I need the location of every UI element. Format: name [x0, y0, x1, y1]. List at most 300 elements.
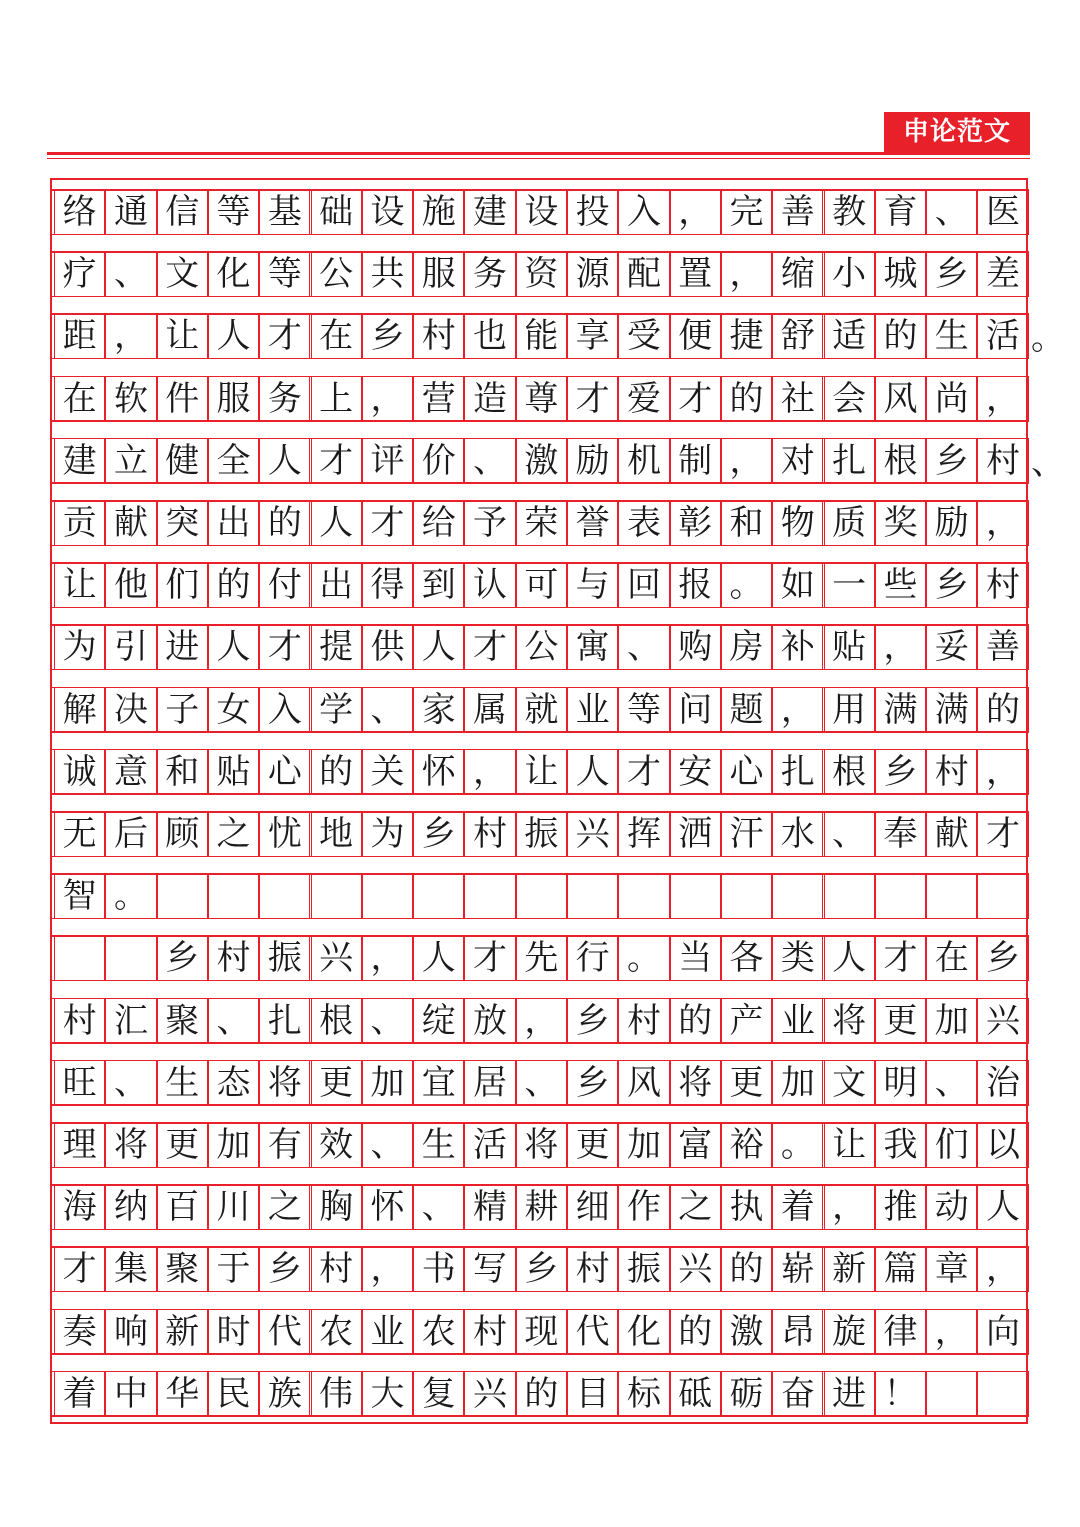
grid-cell: 昂	[772, 1309, 823, 1355]
grid-cell: 更	[875, 998, 926, 1044]
grid-cell	[157, 873, 208, 919]
grid-row	[52, 935, 1026, 981]
grid-cell: 的	[208, 562, 259, 608]
grid-cell: ，	[977, 376, 1028, 422]
grid-cell: 当	[670, 935, 721, 981]
grid-row	[52, 1122, 1026, 1168]
grid-cell: 、	[362, 1122, 413, 1168]
grid-cell: 些	[875, 562, 926, 608]
grid-cell: 才	[54, 1246, 105, 1292]
grid-cell: 以	[977, 1122, 1028, 1168]
grid-cell: 、	[105, 1060, 156, 1106]
grid-cell: ，	[721, 251, 772, 297]
grid-cell: 、	[464, 438, 515, 484]
grid-cell: 有	[259, 1122, 310, 1168]
grid-cell: 誉	[567, 500, 618, 546]
grid-cell: 健	[157, 438, 208, 484]
grid-cell: 聚	[157, 1246, 208, 1292]
grid-cell: 造	[464, 376, 515, 422]
grid-row	[52, 438, 1026, 484]
header-rule-thick	[47, 152, 1030, 155]
grid-cell: 中	[105, 1371, 156, 1417]
grid-cell: 城	[875, 251, 926, 297]
grid-cell: 才	[362, 500, 413, 546]
grid-cell: 将	[670, 1060, 721, 1106]
grid-cell: 全	[208, 438, 259, 484]
grid-cell: 挥	[618, 811, 669, 857]
grid-cell: 乡	[157, 935, 208, 981]
grid-cell: 置	[670, 251, 721, 297]
grid-cell: 人	[977, 1184, 1028, 1230]
grid-cell: 受	[618, 313, 669, 359]
grid-cell: 裕	[721, 1122, 772, 1168]
grid-cell	[721, 873, 772, 919]
grid-cell: 村	[464, 1309, 515, 1355]
grid-cell: 振	[618, 1246, 669, 1292]
grid-cell: 、	[926, 1060, 977, 1106]
grid-cell: 的	[670, 1309, 721, 1355]
grid-cell: 到	[413, 562, 464, 608]
grid-cell: 医	[977, 189, 1028, 235]
grid-cell: 村	[208, 935, 259, 981]
grid-cell: 疗	[54, 251, 105, 297]
grid-row	[52, 500, 1026, 546]
grid-cell	[977, 873, 1028, 919]
grid-cell: 兴	[311, 935, 362, 981]
grid-cell: 人	[259, 438, 310, 484]
grid-cell: 的	[670, 998, 721, 1044]
grid-cell: 推	[875, 1184, 926, 1230]
grid-cell: 扎	[824, 438, 875, 484]
grid-cell: 活	[464, 1122, 515, 1168]
grid-cell: 才	[464, 935, 515, 981]
grid-cell: 人	[208, 624, 259, 670]
grid-cell	[516, 873, 567, 919]
grid-cell: 兴	[464, 1371, 515, 1417]
grid-cell: 报	[670, 562, 721, 608]
grid-cell: 篇	[875, 1246, 926, 1292]
grid-cell: 律	[875, 1309, 926, 1355]
grid-cell: 决	[105, 687, 156, 733]
grid-cell: 放	[464, 998, 515, 1044]
grid-cell: 绽	[413, 998, 464, 1044]
grid-cell: 乡	[362, 313, 413, 359]
grid-cell: 才	[670, 376, 721, 422]
grid-cell: 入	[618, 189, 669, 235]
grid-cell: 之	[259, 1184, 310, 1230]
grid-cell: 共	[362, 251, 413, 297]
grid-cell: 捷	[721, 313, 772, 359]
grid-cell: ，	[362, 376, 413, 422]
grid-cell: 服	[208, 376, 259, 422]
grid-cell: 怀	[413, 749, 464, 795]
grid-cell: 营	[413, 376, 464, 422]
grid-cell: 海	[54, 1184, 105, 1230]
grid-cell: 让	[824, 1122, 875, 1168]
grid-cell: 文	[824, 1060, 875, 1106]
grid-cell: 软	[105, 376, 156, 422]
grid-cell: 激	[721, 1309, 772, 1355]
grid-cell: 扎	[772, 749, 823, 795]
grid-cell: 富	[670, 1122, 721, 1168]
grid-cell: 风	[618, 1060, 669, 1106]
grid-row	[52, 811, 1026, 857]
grid-cell: ，	[772, 687, 823, 733]
grid-row	[52, 998, 1026, 1044]
grid-cell: 加	[926, 998, 977, 1044]
grid-cell: 认	[464, 562, 515, 608]
grid-row	[52, 1309, 1026, 1355]
grid-cell: 于	[208, 1246, 259, 1292]
grid-cell: 满	[926, 687, 977, 733]
grid-cell: 投	[567, 189, 618, 235]
grid-cell: 扎	[259, 998, 310, 1044]
grid-cell: 华	[157, 1371, 208, 1417]
grid-cell: 件	[157, 376, 208, 422]
grid-cell: 舒	[772, 313, 823, 359]
grid-cell: 写	[464, 1246, 515, 1292]
grid-row	[52, 1184, 1026, 1230]
grid-cell: ，	[464, 749, 515, 795]
grid-cell: 着	[54, 1371, 105, 1417]
grid-cell: 各	[721, 935, 772, 981]
grid-cell: 旺	[54, 1060, 105, 1106]
grid-cell: ，	[362, 1246, 413, 1292]
grid-cell: 农	[311, 1309, 362, 1355]
grid-cell: ，	[875, 624, 926, 670]
grid-cell: 村	[567, 1246, 618, 1292]
grid-cell: 题	[721, 687, 772, 733]
grid-cell: 代	[259, 1309, 310, 1355]
grid-cell: 将	[516, 1122, 567, 1168]
grid-cell: 才	[464, 624, 515, 670]
grid-cell: 付	[259, 562, 310, 608]
grid-cell: 业	[362, 1309, 413, 1355]
grid-cell: 乡	[977, 935, 1028, 981]
grid-cell: 供	[362, 624, 413, 670]
grid-cell: 引	[105, 624, 156, 670]
grid-cell: 乡	[926, 562, 977, 608]
grid-cell: 立	[105, 438, 156, 484]
grid-cell: 复	[413, 1371, 464, 1417]
grid-cell: ，	[105, 313, 156, 359]
grid-cell: 业	[567, 687, 618, 733]
grid-cell: 乡	[259, 1246, 310, 1292]
grid-cell: 根	[824, 749, 875, 795]
grid-cell: 们	[157, 562, 208, 608]
grid-cell: 汇	[105, 998, 156, 1044]
grid-cell: 家	[413, 687, 464, 733]
grid-cell: 善	[977, 624, 1028, 670]
grid-cell: 人	[208, 313, 259, 359]
grid-cell: 胸	[311, 1184, 362, 1230]
grid-cell: 砺	[721, 1371, 772, 1417]
grid-cell: 贴	[208, 749, 259, 795]
grid-cell: 砥	[670, 1371, 721, 1417]
grid-cell: 子	[157, 687, 208, 733]
grid-row	[52, 873, 1026, 919]
grid-cell: 忧	[259, 811, 310, 857]
grid-cell: 就	[516, 687, 567, 733]
grid-cell: 精	[464, 1184, 515, 1230]
grid-cell: ，	[977, 1246, 1028, 1292]
grid-cell: 能	[516, 313, 567, 359]
grid-cell: 村	[311, 1246, 362, 1292]
grid-cell: 意	[105, 749, 156, 795]
grid-cell	[208, 873, 259, 919]
grid-cell: 予	[464, 500, 515, 546]
grid-cell: 励	[567, 438, 618, 484]
grid-cell: 在	[54, 376, 105, 422]
grid-cell: 奋	[772, 1371, 823, 1417]
grid-row	[52, 376, 1026, 422]
grid-cell: 之	[208, 811, 259, 857]
grid-cell: 集	[105, 1246, 156, 1292]
grid-cell: 、	[105, 251, 156, 297]
grid-cell: 村	[54, 998, 105, 1044]
grid-cell: 标	[618, 1371, 669, 1417]
grid-cell: 、	[362, 687, 413, 733]
grid-cell: 、	[516, 1060, 567, 1106]
grid-cell: 物	[772, 500, 823, 546]
grid-cell: 智	[54, 873, 105, 919]
grid-row	[52, 1371, 1026, 1417]
grid-cell: 用	[824, 687, 875, 733]
grid-cell: 回	[618, 562, 669, 608]
grid-cell: 响	[105, 1309, 156, 1355]
grid-cell	[977, 1371, 1028, 1417]
grid-cell: 活	[977, 313, 1028, 359]
grid-cell: 、	[362, 998, 413, 1044]
grid-cell	[926, 1371, 977, 1417]
grid-cell: 、	[413, 1184, 464, 1230]
grid-cell: 加	[208, 1122, 259, 1168]
grid-cell: 新	[824, 1246, 875, 1292]
grid-cell: 时	[208, 1309, 259, 1355]
grid-cell: 怀	[362, 1184, 413, 1230]
grid-cell: 奉	[875, 811, 926, 857]
grid-cell: 人	[311, 500, 362, 546]
grid-cell	[54, 935, 105, 981]
grid-cell: 公	[516, 624, 567, 670]
grid-cell: ，	[926, 1309, 977, 1355]
grid-cell: 属	[464, 687, 515, 733]
grid-cell: 设	[362, 189, 413, 235]
grid-cell: 顾	[157, 811, 208, 857]
grid-cell: 距	[54, 313, 105, 359]
grid-cell: 聚	[157, 998, 208, 1044]
grid-cell: 务	[464, 251, 515, 297]
grid-cell: 出	[311, 562, 362, 608]
grid-cell: 纳	[105, 1184, 156, 1230]
grid-cell: 加	[362, 1060, 413, 1106]
grid-cell	[259, 873, 310, 919]
grid-cell	[362, 873, 413, 919]
grid-cell: 振	[516, 811, 567, 857]
grid-cell: 才	[618, 749, 669, 795]
grid-cell: 他	[105, 562, 156, 608]
grid-cell: 文	[157, 251, 208, 297]
grid-row	[52, 687, 1026, 733]
grid-cell: 务	[259, 376, 310, 422]
grid-cell: 将	[824, 998, 875, 1044]
grid-cell: 百	[157, 1184, 208, 1230]
grid-cell: 一	[824, 562, 875, 608]
manuscript-grid	[50, 178, 1028, 1424]
grid-cell: 为	[362, 811, 413, 857]
grid-cell: 才	[875, 935, 926, 981]
grid-cell: 入	[259, 687, 310, 733]
grid-cell: 着	[772, 1184, 823, 1230]
grid-cell: 提	[311, 624, 362, 670]
grid-cell: 才	[259, 624, 310, 670]
grid-cell: 才	[977, 811, 1028, 857]
grid-cell: 的	[875, 313, 926, 359]
grid-cell: 贡	[54, 500, 105, 546]
grid-cell: 服	[413, 251, 464, 297]
grid-cell: 完	[721, 189, 772, 235]
grid-cell: 乡	[875, 749, 926, 795]
grid-cell	[567, 873, 618, 919]
grid-cell: 等	[208, 189, 259, 235]
grid-cell: 基	[259, 189, 310, 235]
grid-cell: 机	[618, 438, 669, 484]
grid-cell: 在	[311, 313, 362, 359]
grid-cell: 们	[926, 1122, 977, 1168]
grid-cell: 村	[413, 313, 464, 359]
grid-cell: 心	[259, 749, 310, 795]
grid-cell: 购	[670, 624, 721, 670]
grid-cell: 、	[926, 189, 977, 235]
grid-cell: 之	[670, 1184, 721, 1230]
grid-cell: 更	[721, 1060, 772, 1106]
grid-cell: 地	[311, 811, 362, 857]
grid-cell: 励	[926, 500, 977, 546]
grid-cell: 学	[311, 687, 362, 733]
grid-cell: 伟	[311, 1371, 362, 1417]
grid-cell	[875, 873, 926, 919]
grid-cell: 尊	[516, 376, 567, 422]
grid-cell: 进	[824, 1371, 875, 1417]
grid-cell: 乡	[516, 1246, 567, 1292]
grid-cell: 兴	[670, 1246, 721, 1292]
grid-cell: 先	[516, 935, 567, 981]
grid-cell: 设	[516, 189, 567, 235]
grid-cell: 民	[208, 1371, 259, 1417]
grid-cell: 与	[567, 562, 618, 608]
grid-cell: 给	[413, 500, 464, 546]
grid-cell	[311, 873, 362, 919]
grid-cell: 的	[721, 376, 772, 422]
grid-cell: 资	[516, 251, 567, 297]
grid-cell: 乡	[567, 998, 618, 1044]
grid-cell: 水	[772, 811, 823, 857]
grid-cell: 表	[618, 500, 669, 546]
grid-cell: 效	[311, 1122, 362, 1168]
grid-cell: 我	[875, 1122, 926, 1168]
grid-cell: 生	[413, 1122, 464, 1168]
grid-cell: ！	[875, 1371, 926, 1417]
grid-cell: 上	[311, 376, 362, 422]
grid-cell: 兴	[977, 998, 1028, 1044]
grid-cell: ，	[670, 189, 721, 235]
grid-cell: 乡	[926, 438, 977, 484]
grid-cell: 适	[824, 313, 875, 359]
grid-cell: 更	[567, 1122, 618, 1168]
grid-cell	[670, 873, 721, 919]
grid-cell	[618, 873, 669, 919]
grid-cell: 化	[208, 251, 259, 297]
grid-cell: 的	[259, 500, 310, 546]
grid-cell: 等	[259, 251, 310, 297]
grid-cell: 新	[157, 1309, 208, 1355]
grid-cell: 激	[516, 438, 567, 484]
grid-cell: 加	[772, 1060, 823, 1106]
grid-row	[52, 189, 1026, 235]
grid-cell: 执	[721, 1184, 772, 1230]
grid-cell: 加	[618, 1122, 669, 1168]
grid-cell: 信	[157, 189, 208, 235]
grid-row	[52, 313, 1026, 359]
grid-cell: 源	[567, 251, 618, 297]
grid-cell: 化	[618, 1309, 669, 1355]
grid-row	[52, 562, 1026, 608]
grid-cell: 享	[567, 313, 618, 359]
grid-cell: 让	[516, 749, 567, 795]
grid-cell: 施	[413, 189, 464, 235]
grid-cell: 兴	[567, 811, 618, 857]
grid-cell: 业	[772, 998, 823, 1044]
grid-cell: 可	[516, 562, 567, 608]
grid-cell: 尚	[926, 376, 977, 422]
grid-cell: 评	[362, 438, 413, 484]
grid-cell: 汗	[721, 811, 772, 857]
grid-cell: 生	[157, 1060, 208, 1106]
grid-row	[52, 1246, 1026, 1292]
grid-cell: 现	[516, 1309, 567, 1355]
grid-cell: 小	[824, 251, 875, 297]
grid-cell: 质	[824, 500, 875, 546]
grid-cell: 书	[413, 1246, 464, 1292]
grid-cell: 为	[54, 624, 105, 670]
grid-cell: 。	[105, 873, 156, 919]
grid-cell: 和	[721, 500, 772, 546]
grid-cell: 将	[259, 1060, 310, 1106]
grid-cell: 解	[54, 687, 105, 733]
grid-cell: 也	[464, 313, 515, 359]
grid-cell: 农	[413, 1309, 464, 1355]
grid-cell: 荣	[516, 500, 567, 546]
grid-cell: 会	[824, 376, 875, 422]
grid-cell: 贴	[824, 624, 875, 670]
grid-cell: 的	[311, 749, 362, 795]
grid-cell: 在	[926, 935, 977, 981]
grid-cell: 乡	[926, 251, 977, 297]
grid-cell: 献	[105, 500, 156, 546]
grid-cell: 向	[977, 1309, 1028, 1355]
grid-cell: 出	[208, 500, 259, 546]
grid-cell: 明	[875, 1060, 926, 1106]
grid-cell: 社	[772, 376, 823, 422]
grid-cell: 崭	[772, 1246, 823, 1292]
grid-cell: 乡	[413, 811, 464, 857]
grid-cell: 制	[670, 438, 721, 484]
grid-cell: ，	[516, 998, 567, 1044]
grid-cell: 彰	[670, 500, 721, 546]
grid-cell: 让	[157, 313, 208, 359]
grid-cell: 作	[618, 1184, 669, 1230]
grid-cell: 村	[464, 811, 515, 857]
